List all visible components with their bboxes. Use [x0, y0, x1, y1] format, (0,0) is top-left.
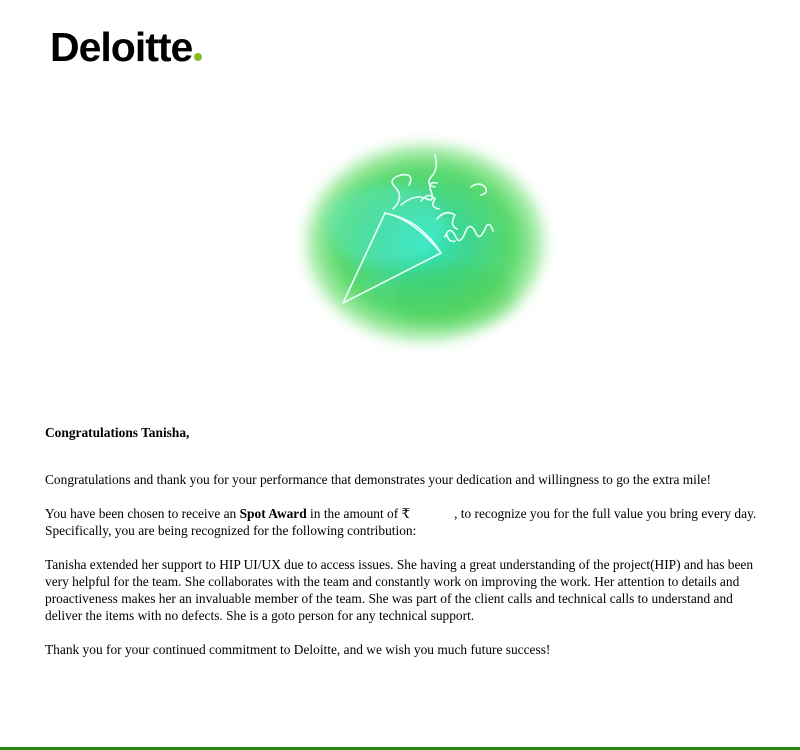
award-paragraph — [45, 505, 757, 539]
logo-wordmark: Deloitte — [50, 24, 193, 70]
award-letter — [45, 424, 757, 658]
logo-green-dot — [194, 53, 202, 61]
closing-paragraph: Thank you for your continued commitment to Deloitte, and we wish you much future success! — [45, 642, 551, 657]
award-name: Spot Award — [239, 506, 307, 521]
contribution-paragraph: Tanisha extended her support to HIP UI/UX due to access issues. She having a great understanding of the project(HIP) and has been very helpful for the team. She collaborates with the team and constantly work on improving the work. Her attention to details and proactiveness makes her an invaluable member of the team. She was part of the client calls and technical calls to understand and deliver the items with no defects. She is a goto person for any technical support. — [45, 557, 754, 623]
greeting: Congratulations Tanisha, — [45, 425, 190, 440]
award-amount-label: in the amount of ₹ — [306, 506, 411, 521]
intro-paragraph: Congratulations and thank you for your performance that demonstrates your dedication and willingness to go the extra mile! — [45, 472, 712, 487]
party-popper-icon — [275, 125, 565, 360]
award-prefix: You have been chosen to receive an — [45, 506, 240, 521]
award-suffix: , to recognize you for the full value you bring every day. Specifically, you are being recognized for the following contribution: — [45, 506, 757, 538]
deloitte-logo — [50, 22, 202, 72]
